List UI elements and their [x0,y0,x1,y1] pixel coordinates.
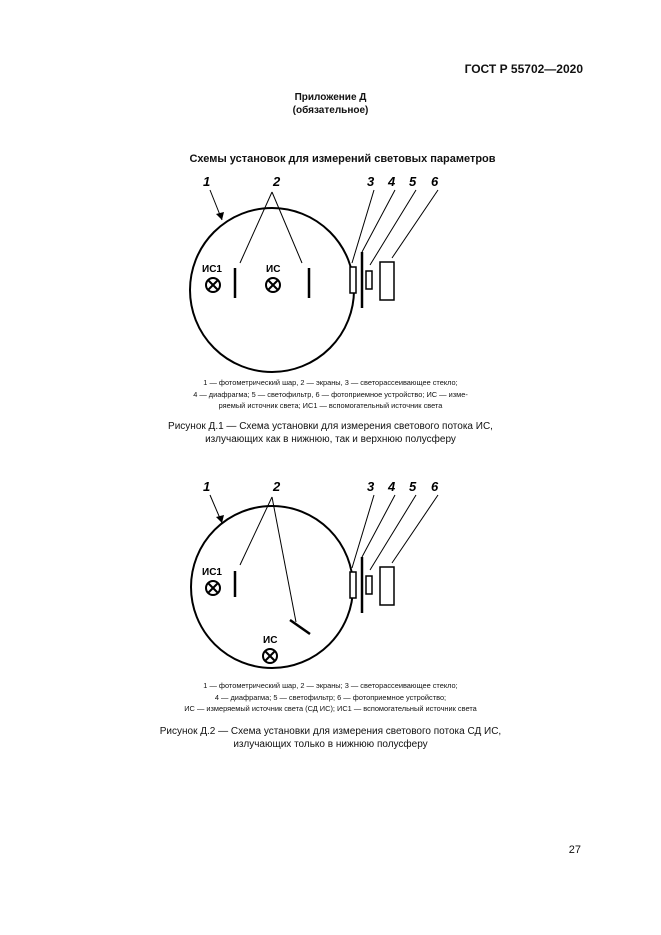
aux-lamp-icon [206,278,220,292]
source-lamp-icon [263,649,277,663]
leader-2b [272,497,296,622]
diffusing-glass [350,572,356,598]
figure-2-diagram [0,475,661,675]
appendix-title: Приложение Д [294,92,367,103]
legend-line: ряемый источник света; ИС1 — вспомогательный источник света [218,401,443,410]
leader-4 [362,190,395,252]
figure-2-legend [0,680,661,715]
label-1: 1 [203,479,211,494]
leader-6 [392,190,438,258]
label-5: 5 [409,174,417,189]
label-6: 6 [431,174,439,189]
label-src: ИС [263,635,278,646]
page-number: 27 [568,844,581,856]
label-4: 4 [388,174,396,189]
screen-tilted [290,620,310,634]
legend-line: 4 — диафрагма; 5 — светофильтр; 6 — фотоприемное устройство; [214,692,447,702]
label-3: 3 [367,479,375,494]
source-lamp-icon [266,278,280,292]
photometric-sphere [190,208,354,372]
leader-2b [272,192,302,263]
light-filter [366,271,372,289]
legend-line: ИС — измеряемый источник света (СД ИС); ИС1 — вспомогательный источник света [184,704,477,713]
figure-1-caption [0,420,661,446]
leader-6 [392,495,438,563]
label-src-aux: ИС1 [202,264,222,275]
diffusing-glass [350,267,356,293]
figure-1-diagram [0,170,661,370]
photodetector [380,567,394,605]
caption-line: Рисунок Д.1 — Схема установки для измерения светового потока ИС, [168,421,493,432]
arrow-1 [216,212,224,220]
label-1: 1 [203,174,211,189]
leader-5 [370,495,416,570]
light-filter [366,576,372,594]
caption-line: излучающих как в нижнюю, так и верхнюю полусферу [205,434,456,445]
leader-2a [240,192,272,263]
photodetector [380,262,394,300]
caption-line: излучающих только в нижнюю полусферу [233,739,428,750]
figure-2-caption [0,725,661,751]
section-title: Схемы установок для измерений световых параметров [189,153,496,165]
label-5: 5 [409,479,417,494]
legend-line: 1 — фотометрический шар, 2 — экраны; 3 — светорассеивающее стекло; [203,681,458,690]
label-src: ИС [266,264,281,275]
leader-4 [362,495,395,557]
caption-line: Рисунок Д.2 — Схема установки для измерения светового потока СД ИС, [159,726,502,737]
label-3: 3 [367,174,375,189]
leader-5 [370,190,416,265]
legend-line: 1 — фотометрический шар, 2 — экраны, 3 — светорассеивающее стекло; [203,378,458,387]
document-header: ГОСТ Р 55702—2020 [464,62,583,76]
label-4: 4 [388,479,396,494]
label-2: 2 [273,479,281,494]
label-6: 6 [431,479,439,494]
label-2: 2 [273,174,281,189]
appendix-status: (обязательное) [292,105,369,116]
aux-lamp-icon [206,581,220,595]
legend-line: 4 — диафрагма; 5 — светофильтр, 6 — фотоприемное устройство; ИС — изме- [193,389,468,399]
label-src-aux: ИС1 [202,567,222,578]
figure-1-legend [0,377,661,412]
